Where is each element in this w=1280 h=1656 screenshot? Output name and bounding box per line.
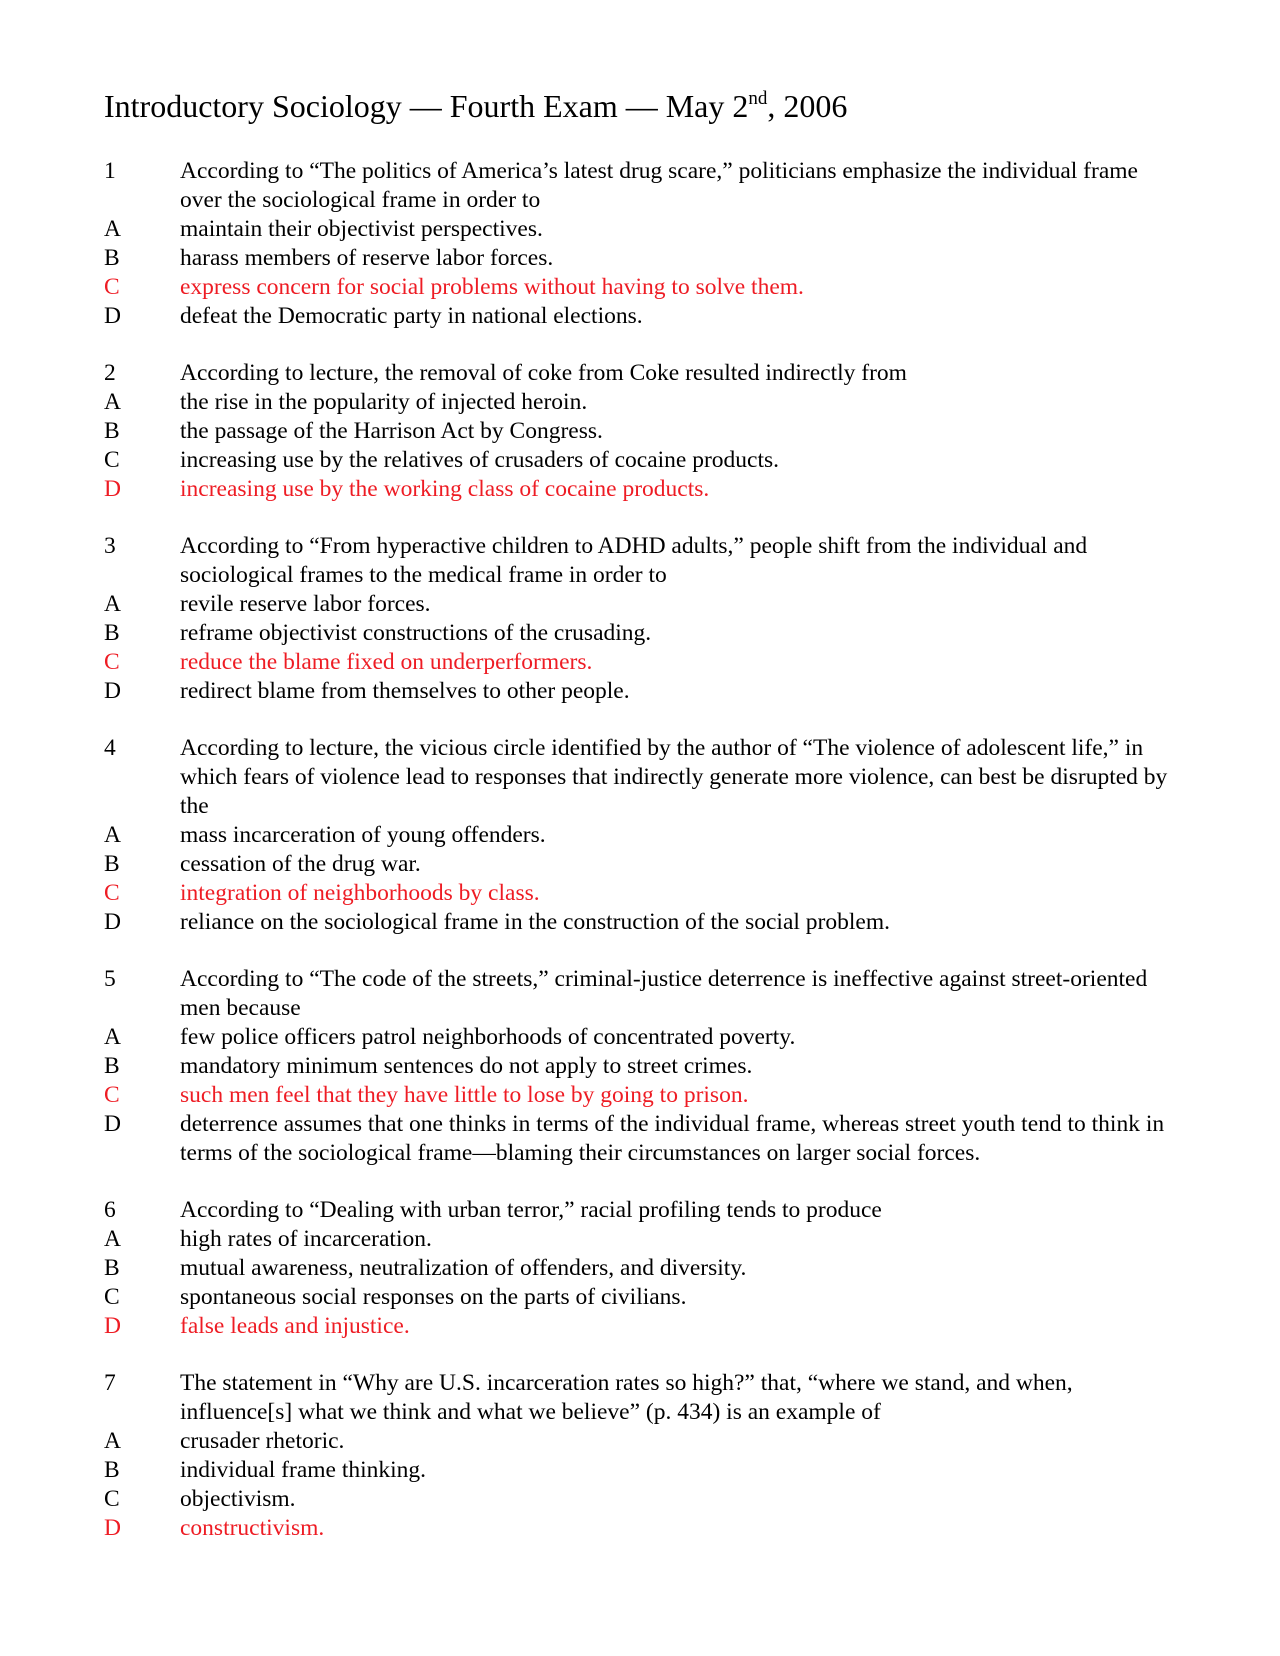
question-text: According to “The politics of America’s latest drug scare,” politicians emphasize the individual frame over the sociological frame in order to	[180, 158, 1138, 213]
correct-answer-option	[104, 1081, 1184, 1110]
answer-option	[104, 1427, 1184, 1456]
option-letter: A	[104, 216, 121, 242]
question-number: 1	[104, 158, 116, 184]
option-text: spontaneous social responses on the parts of civilians.	[180, 1284, 687, 1310]
answer-option	[104, 302, 1184, 331]
option-text: false leads and injustice.	[180, 1313, 410, 1339]
correct-answer-option	[104, 475, 1184, 504]
option-letter: A	[104, 822, 121, 848]
option-text: reduce the blame fixed on underperformers.	[180, 649, 593, 675]
option-letter: D	[104, 909, 121, 935]
question-text: According to lecture, the vicious circle identified by the author of “The violence of adolescent life,” in which fears of violence lead to responses that indirectly generate more violence, can best be disrupted by the	[180, 735, 1168, 819]
question-stem	[104, 1196, 1184, 1225]
correct-answer-option	[104, 879, 1184, 908]
answer-option	[104, 1023, 1184, 1052]
option-letter: D	[104, 678, 121, 704]
question-number: 7	[104, 1370, 116, 1396]
question-number: 6	[104, 1197, 116, 1223]
option-text: such men feel that they have little to lose by going to prison.	[180, 1082, 749, 1108]
option-text: objectivism.	[180, 1486, 296, 1512]
question-text: According to lecture, the removal of coke from Coke resulted indirectly from	[180, 360, 907, 386]
option-text: deterrence assumes that one thinks in terms of the individual frame, whereas street youth tend to think in terms of the sociological frame—blaming their circumstances on larger social forces.	[180, 1111, 1165, 1166]
option-letter: B	[104, 245, 120, 271]
answer-option	[104, 1225, 1184, 1254]
option-text: high rates of incarceration.	[180, 1226, 432, 1252]
option-letter: D	[104, 303, 121, 329]
question-text: According to “Dealing with urban terror,” racial profiling tends to produce	[180, 1197, 882, 1223]
option-text: defeat the Democratic party in national elections.	[180, 303, 643, 329]
option-letter: C	[104, 274, 120, 300]
question-3	[104, 532, 1184, 706]
question-number: 4	[104, 735, 116, 761]
correct-answer-option	[104, 648, 1184, 677]
question-2	[104, 359, 1184, 504]
option-letter: C	[104, 1486, 120, 1512]
answer-option	[104, 215, 1184, 244]
answer-option	[104, 1283, 1184, 1312]
question-6	[104, 1196, 1184, 1341]
answer-option	[104, 677, 1184, 706]
answer-option	[104, 1456, 1184, 1485]
option-text: constructivism.	[180, 1515, 325, 1541]
answer-option	[104, 908, 1184, 937]
option-letter: B	[104, 1255, 120, 1281]
option-letter: B	[104, 1053, 120, 1079]
answer-option	[104, 619, 1184, 648]
option-letter: B	[104, 1457, 120, 1483]
option-letter: A	[104, 389, 121, 415]
option-letter: A	[104, 1226, 121, 1252]
question-number: 2	[104, 360, 116, 386]
option-letter: A	[104, 1428, 121, 1454]
answer-option	[104, 244, 1184, 273]
option-text: maintain their objectivist perspectives.	[180, 216, 543, 242]
option-text: integration of neighborhoods by class.	[180, 880, 540, 906]
option-text: cessation of the drug war.	[180, 851, 421, 877]
correct-answer-option	[104, 1514, 1184, 1543]
option-text: revile reserve labor forces.	[180, 591, 431, 617]
question-text: According to “The code of the streets,” criminal-justice deterrence is ineffective against street-oriented men because	[180, 966, 1148, 1021]
question-4	[104, 734, 1184, 937]
option-text: reliance on the sociological frame in the construction of the social problem.	[180, 909, 890, 935]
option-letter: D	[104, 1313, 121, 1339]
question-text: According to “From hyperactive children to ADHD adults,” people shift from the individual and sociological frames to the medical frame in order to	[180, 533, 1088, 588]
correct-answer-option	[104, 273, 1184, 302]
answer-option	[104, 388, 1184, 417]
option-letter: B	[104, 620, 120, 646]
answer-option	[104, 1052, 1184, 1081]
option-letter: D	[104, 476, 121, 502]
option-text: mass incarceration of young offenders.	[180, 822, 546, 848]
question-stem	[104, 734, 1184, 821]
question-number: 3	[104, 533, 116, 559]
title-suffix: , 2006	[767, 88, 848, 124]
answer-option	[104, 1254, 1184, 1283]
question-5	[104, 965, 1184, 1168]
answer-option	[104, 1110, 1184, 1168]
option-text: increasing use by the relatives of crusaders of cocaine products.	[180, 447, 780, 473]
title-prefix: Introductory Sociology — Fourth Exam — May 2	[104, 88, 749, 124]
option-letter: C	[104, 1284, 120, 1310]
option-text: redirect blame from themselves to other people.	[180, 678, 630, 704]
option-letter: D	[104, 1111, 121, 1137]
question-number: 5	[104, 966, 116, 992]
question-7	[104, 1369, 1184, 1543]
option-text: crusader rhetoric.	[180, 1428, 345, 1454]
option-letter: B	[104, 418, 120, 444]
question-stem	[104, 532, 1184, 590]
option-text: mandatory minimum sentences do not apply to street crimes.	[180, 1053, 753, 1079]
option-text: few police officers patrol neighborhoods of concentrated poverty.	[180, 1024, 796, 1050]
option-text: increasing use by the working class of cocaine products.	[180, 476, 710, 502]
option-text: reframe objectivist constructions of the crusading.	[180, 620, 652, 646]
option-text: the rise in the popularity of injected heroin.	[180, 389, 588, 415]
option-text: individual frame thinking.	[180, 1457, 427, 1483]
option-letter: C	[104, 447, 120, 473]
option-letter: C	[104, 649, 120, 675]
question-stem	[104, 157, 1184, 215]
option-letter: B	[104, 851, 120, 877]
answer-option	[104, 850, 1184, 879]
answer-option	[104, 821, 1184, 850]
option-letter: C	[104, 1082, 120, 1108]
page-title	[104, 86, 847, 132]
option-letter: A	[104, 591, 121, 617]
answer-option	[104, 1485, 1184, 1514]
option-text: express concern for social problems without having to solve them.	[180, 274, 804, 300]
answer-option	[104, 590, 1184, 619]
option-text: mutual awareness, neutralization of offenders, and diversity.	[180, 1255, 747, 1281]
option-text: the passage of the Harrison Act by Congress.	[180, 418, 603, 444]
title-superscript: nd	[748, 88, 768, 109]
correct-answer-option	[104, 1312, 1184, 1341]
answer-option	[104, 417, 1184, 446]
question-stem	[104, 359, 1184, 388]
answer-option	[104, 446, 1184, 475]
option-text: harass members of reserve labor forces.	[180, 245, 554, 271]
option-letter: D	[104, 1515, 121, 1541]
question-stem	[104, 1369, 1184, 1427]
option-letter: A	[104, 1024, 121, 1050]
question-stem	[104, 965, 1184, 1023]
question-list	[104, 157, 1184, 1571]
question-1	[104, 157, 1184, 331]
question-text: The statement in “Why are U.S. incarceration rates so high?” that, “where we stand, and when, influence[s] what we think and what we believe” (p. 434) is an example of	[180, 1370, 1073, 1425]
option-letter: C	[104, 880, 120, 906]
